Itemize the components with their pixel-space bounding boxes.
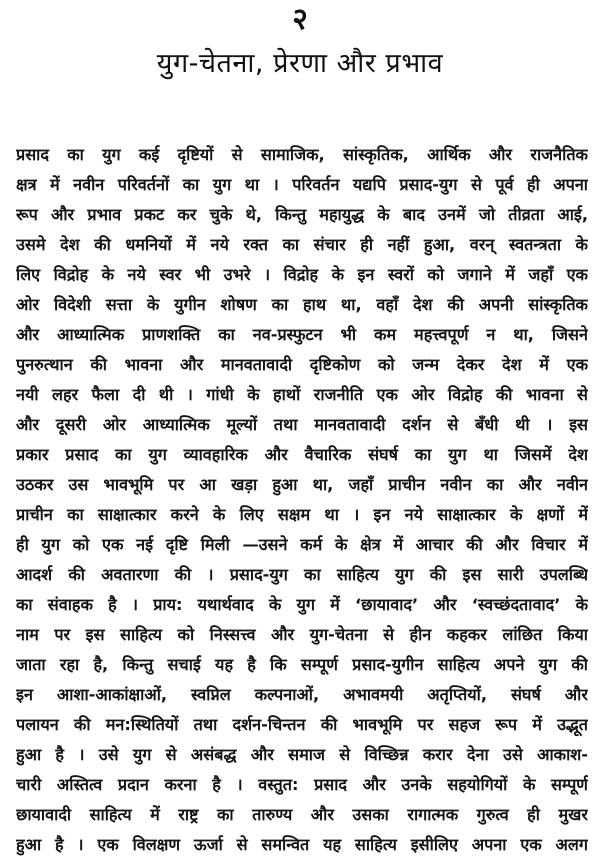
text-line: उठकर उस भावभूमि पर आ खड़ा हुआ था, जहाँ प्राचीन नवीन का और नवीन — [16, 475, 588, 494]
text-line: क्षत्र में नवीन परिवर्तनों का युग था । परिवर्तन यद्यपि प्रसाद-युग से पूर्व ही अपना — [16, 175, 588, 194]
text-line: नयी लहर फैला दी थी । गांधी के हाथों राजनीति एक ओर विद्रोह की भावना से — [16, 385, 588, 404]
text-line: हुआ है । एक विलक्षण ऊर्जा से समन्वित यह साहित्य इसीलिए अपना एक अलग — [16, 835, 588, 854]
chapter-number: २ — [292, 2, 308, 37]
text-line: छायावादी साहित्य में राष्ट्र का तारुण्य और उसका रागात्मक गुरुत्व ही मुखर — [16, 805, 588, 824]
text-line: रूप और प्रभाव प्रकट कर चुके थे, किन्तु महायुद्ध के बाद उनमें जो तीव्रता आई, — [16, 205, 588, 224]
text-line: चारी अस्तित्व प्रदान करना है । वस्तुत: प्रसाद और उनके सहयोगियों के सम्पूर्ण — [16, 775, 588, 794]
text-line: उसमे देश की धमनियों में नये रक्त का संचार ही नहीं हुआ, वरन् स्वतन्त्रता के — [16, 235, 588, 254]
text-line: आदर्श की अवतारणा की । प्रसाद-युग का साहित्य युग की इस सारी उपलब्धि — [16, 565, 588, 584]
text-line: ओर विदेशी सत्ता के युगीन शोषण का हाथ था, वहाँ देश की अपनी सांस्कृतिक — [16, 295, 588, 314]
text-line: और आध्यात्मिक प्राणशक्ति का नव-प्रस्फुटन भी कम महत्त्वपूर्ण न था, जिसने — [16, 325, 588, 344]
text-line: नाम पर इस साहित्य को निस्सत्त्व और युग-चेतना से हीन कहकर लांछित किया — [16, 625, 588, 644]
body-paragraph — [16, 140, 588, 860]
text-line: का संवाहक है । प्राय: यथार्थवाद के युग में ‘छायावाद’ और ‘स्वच्छंदतावाद’ के — [16, 595, 588, 614]
text-line: जाता रहा है, किन्तु सचाई यह है कि सम्पूर्ण प्रसाद-युगीन साहित्य अपने युग की — [16, 655, 588, 674]
text-line: प्रकार प्रसाद का युग व्यावहारिक और वैचारिक संघर्ष का युग था जिसमें देश — [16, 445, 588, 464]
chapter-title: युग-चेतना, प्रेरणा और प्रभाव — [156, 48, 444, 79]
text-line: और दूसरी ओर आध्यात्मिक मूल्यों तथा मानवतावादी दर्शन से बँधी थी । इस — [16, 415, 588, 434]
text-line: पलायन की मन:स्थितियों तथा दर्शन-चिन्तन की भावभूमि पर सहज रूप में उद्भूत — [16, 715, 588, 734]
text-line: प्राचीन का साक्षात्कार करने के लिए सक्षम था । इन नये साक्षात्कार के क्षणों में — [16, 505, 588, 524]
text-line: पुनरुत्थान की भावना और मानवतावादी दृष्टिकोण को जन्म देकर देश में एक — [16, 355, 588, 374]
text-line: प्रसाद का युग कई दृष्टियों से सामाजिक, सांस्कृतिक, आर्थिक और राजनैतिक — [16, 145, 588, 164]
text-line: इन आशा-आकांक्षाओं, स्वप्निल कल्पनाओं, अभावमयी अतृप्तियों, संघर्ष और — [16, 685, 588, 704]
text-line: ही युग को एक नई दृष्टि मिली —उसने कर्म के क्षेत्र में आचार की और विचार में — [16, 535, 588, 554]
text-line: लिए विद्रोह के नये स्वर भी उभरे । विद्रोह के इन स्वरों को जगाने में जहाँ एक — [16, 265, 588, 284]
text-line: हुआ है । उसे युग से असंबद्ध और समाज से विच्छिन्न करार देना उसे आकाश- — [16, 745, 588, 764]
